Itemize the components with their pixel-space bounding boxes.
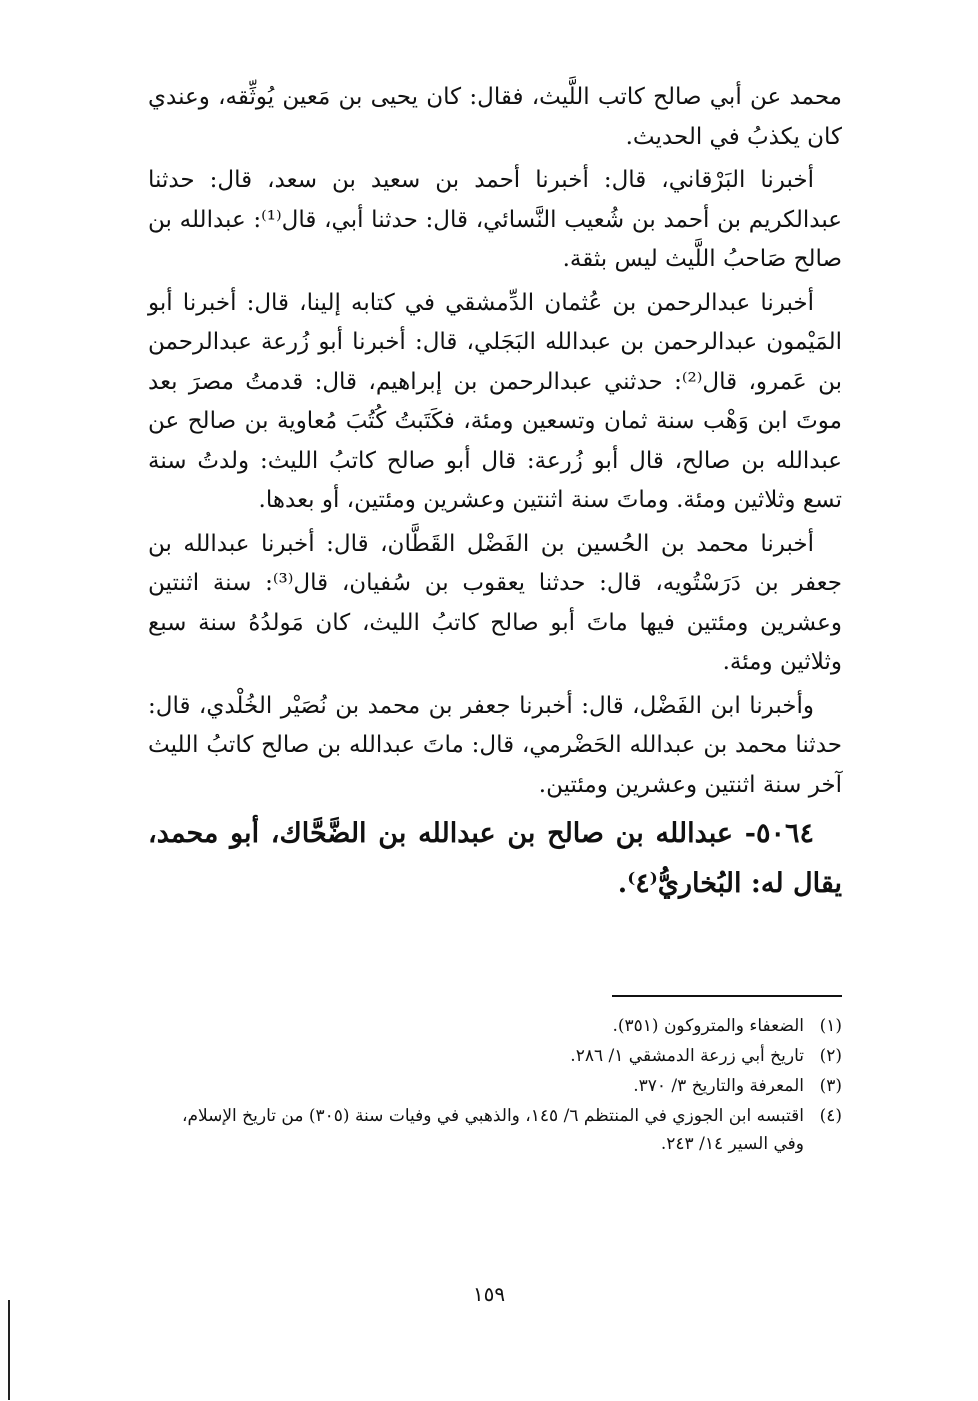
footnote-number: (٢) (819, 1046, 842, 1066)
footnote-number: (٤) (819, 1106, 842, 1126)
footnote-4 (148, 1102, 842, 1158)
page-number: ١٥٩ (472, 1282, 506, 1306)
footnote-text: تاريخ أبي زرعة الدمشقي ١/ ٢٨٦. (570, 1046, 804, 1066)
footnote-3 (148, 1072, 842, 1100)
footnote-text: الضعفاء والمتروكون (٣٥١). (612, 1016, 804, 1036)
footnote-text: المعرفة والتاريخ ٣/ ٣٧٠. (633, 1076, 804, 1096)
paragraph-1: محمد عن أبي صالح كاتب اللَّيث، فقال: كان يحيى بن مَعين يُوثِّقه، وعندي كان يكذبُ في الحديث. (148, 84, 842, 150)
footnote-separator (612, 995, 842, 997)
footnote-1 (148, 1012, 842, 1040)
footnote-2 (148, 1042, 842, 1070)
main-text (148, 78, 842, 909)
footnotes (148, 1012, 842, 1160)
footnote-text: اقتبسه ابن الجوزي في المنتظم ٦/ ١٤٥، والذهبي في وفيات سنة (٣٠٥) من تاريخ الإسلام، وفي السير ١٤/ ٢٤٣. (181, 1106, 804, 1154)
footnote-number: (١) (819, 1016, 842, 1036)
footnote-number: (٣) (819, 1076, 842, 1096)
paragraph-5: وأخبرنا ابن الفَضْل، قال: أخبرنا جعفر بن محمد بن نُصَيْر الخُلْدي، قال: حدثنا محمد بن عبدالله الحَضْرمي، قال: ماتَ عبدالله بن صالح كاتبُ الليث آخر سنة اثنتين وعشرين ومئتين. (148, 692, 842, 798)
scan-edge-line (8, 1300, 10, 1400)
paragraph-3: أخبرنا عبدالرحمن بن عُثمان الدِّمشقي في كتابه إلينا، قال: أخبرنا أبو المَيْمون عبدالرحمن بن عبدالله البَجَلي، قال: أخبرنا أبو زُرعة عبدالرحمن بن عَمرو، قال⁽²⁾: حدثني عبدالرحمن بن إبراهيم، قال: قدمتُ مصرَ بعد موتَ ابن وَهْب سنة ثمان وتسعين ومئة، فكَتَبتُ كُتُبَ مُعاوية بن صالح عن عبدالله بن صالح، قال أبو زُرعة: قال أبو صالح كاتبُ الليث: ولدتُ سنة تسع وثلاثين ومئة. وماتَ سنة اثنتين وعشرين ومئتين، أو بعدها. (148, 289, 842, 513)
entry-heading: ٥٠٦٤- عبدالله بن صالح بن عبدالله بن الضَّحَّاك، أبو محمد، يقال له: البُخاريُّ⁽٤⁾. (148, 818, 842, 899)
paragraph-2: أخبرنا البَرْقاني، قال: أخبرنا أحمد بن سعيد بن سعد، قال: حدثنا عبدالكريم بن أحمد بن شُعيب النَّسائي، قال: حدثنا أبي، قال⁽¹⁾: عبدالله بن صالح صَاحبُ اللَّيث ليس بثقة. (148, 167, 842, 272)
paragraph-4: أخبرنا محمد بن الحُسين بن الفَضْل القَطَّان، قال: أخبرنا عبدالله بن جعفر بن دَرَسْتُويه، قال: حدثنا يعقوب بن سُفيان، قال⁽³⁾: سنة اثنتين وعشرين ومئتين فيها ماتَ أبو صالح كاتبُ الليث، كان مَولدُهُ سنة سبع وثلاثين ومئة. (148, 530, 842, 675)
